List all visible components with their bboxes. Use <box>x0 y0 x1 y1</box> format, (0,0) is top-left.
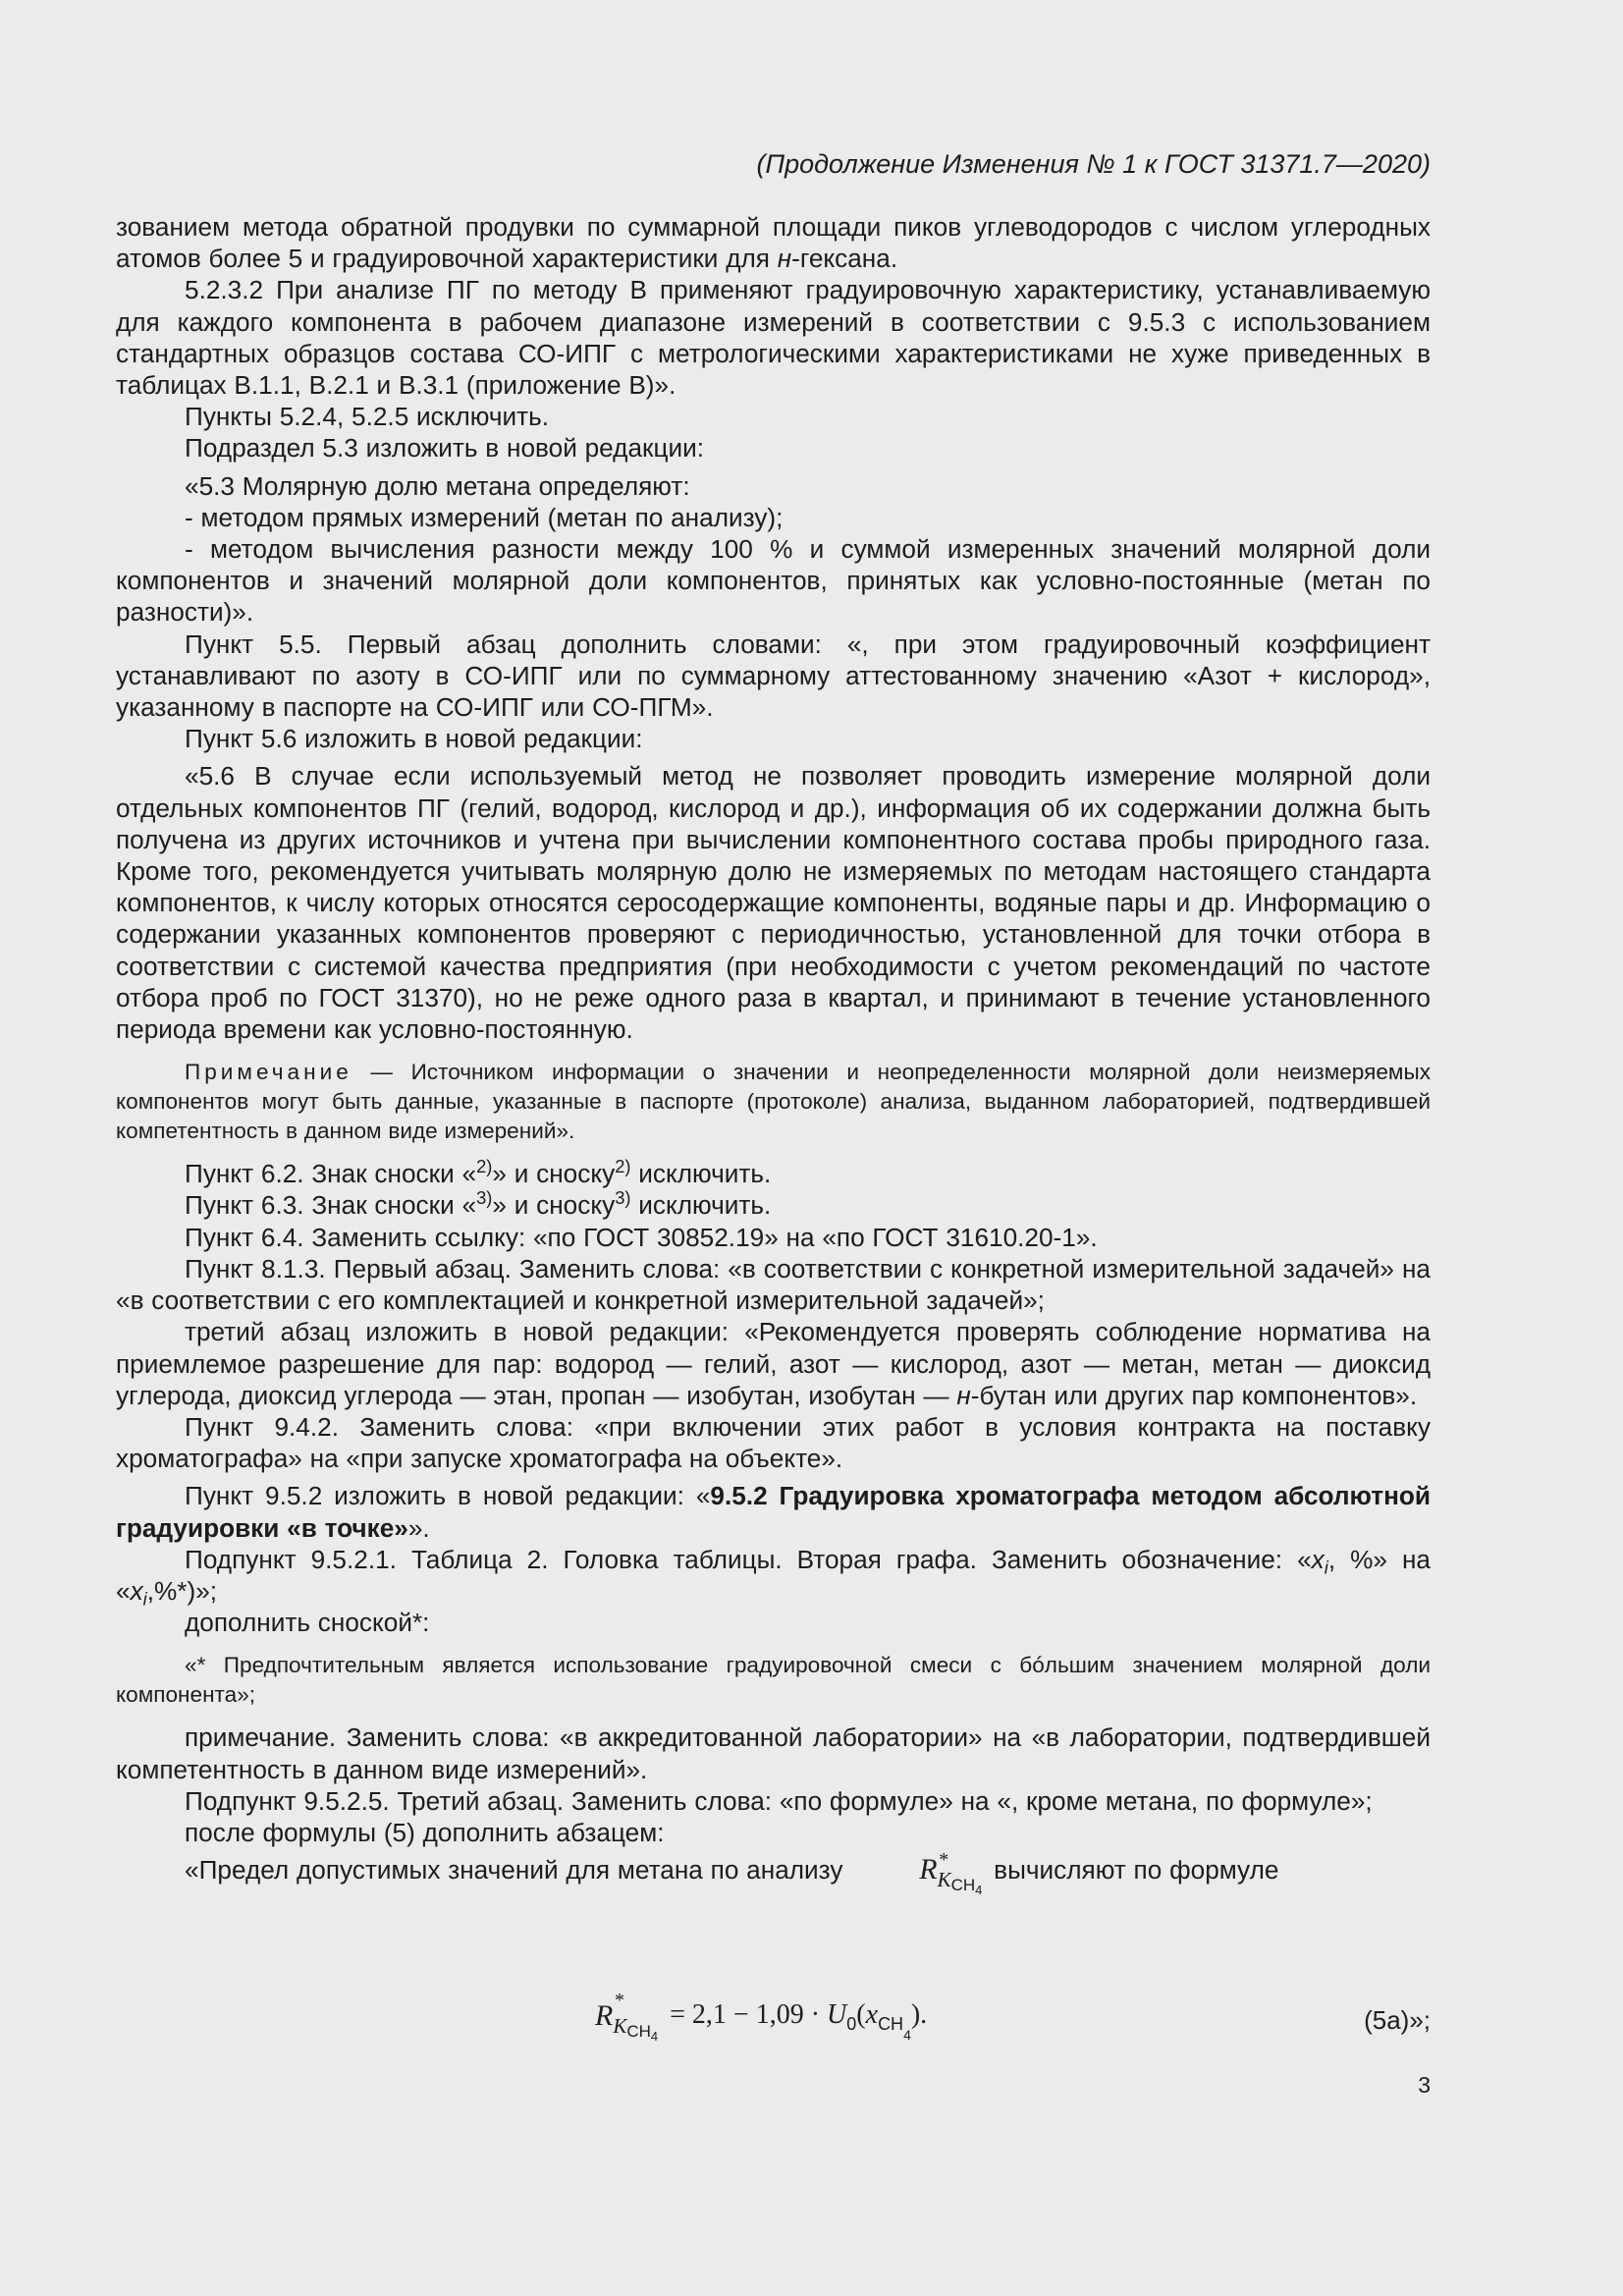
paragraph: 5.2.3.2 При анализе ПГ по методу В применяют градуировочную характеристику, устанавливаемую для каждого компонента в рабочем диапазоне измерений в соответствии с 9.5.3 с использованием стандартных образцов состава СО-ИПГ с метрологическими характеристиками не хуже приведенных в таблицах В.1.1, В.2.1 и В.3.1 (приложение В)». <box>116 275 1431 401</box>
paragraph: Пункт 6.4. Заменить ссылку: «по ГОСТ 30852.19» на «по ГОСТ 31610.20-1». <box>185 1222 1098 1252</box>
formula-star: * <box>615 1989 624 2011</box>
paragraph: дополнить сноской*: <box>185 1608 430 1638</box>
paragraph: Пункт 5.5. Первый абзац дополнить словами: «, при этом градуировочный коэффициент устанавливают по азоту в СО-ИПГ или по суммарному аттестованному значению «Азот + кислород», указанному в паспорте на СО-ИПГ или СО-ПГМ». <box>116 629 1431 723</box>
note-paragraph: Примечание — Источником информации о значении и неопределенности молярной доли неизмеряемых компонентов могут быть данные, указанные в паспорте (протоколе) анализа, выданном лабораторией, подтвердившей компетентность в данном виде измерений». <box>116 1060 1431 1144</box>
paragraph: «Предел допустимых значений для метана по анализу R * $_{KCH_4}$ вычисляют по формуле <box>116 1854 1431 1906</box>
running-header: (Продолжение Изменения № 1 к ГОСТ 31371.7—2020) <box>756 149 1431 179</box>
paragraph: Подпункт 9.5.2.5. Третий абзац. Заменить слова: «по формуле» на «, кроме метана, по формуле»; <box>185 1785 1373 1816</box>
formula-sub-k: K <box>613 2013 627 2038</box>
paragraph: примечание. Заменить слова: «в аккредитованной лаборатории» на «в лаборатории, подтвердившей компетентность в данном виде измерений». <box>116 1722 1431 1784</box>
paragraph: - методом вычисления разности между 100 % и суммой измеренных значений молярной доли компонентов и значений молярной доли компонентов, принятых как условно-постоянные (метан по разности)». <box>116 534 1431 628</box>
paragraph: Пункт 8.1.3. Первый абзац. Заменить слова: «в соответствии с конкретной измерительной задачей» на «в соответствии с его комплектацией и конкретной измерительной задачей»; <box>116 1253 1431 1316</box>
paragraph: после формулы (5) дополнить абзацем: <box>185 1817 665 1847</box>
paragraph: Пункт 6.2. Знак сноски «$^{2)}$» и сноску$^{2)}$ исключить. <box>185 1156 772 1189</box>
paragraph: Пункт 9.5.2 изложить в новой редакции: «9.5.2 Градуировка хроматографа методом абсолютной градуировки «в точке»». <box>116 1481 1431 1543</box>
inline-symbol-r: R * $_{KCH_4}$ <box>919 1849 983 1898</box>
paragraph: Подпункт 9.5.2.1. Таблица 2. Головка таблицы. Вторая графа. Заменить обозначение: «$x_i$, %» на «$x_i,\%*$)»; <box>116 1544 1431 1610</box>
paragraph: Подраздел 5.3 изложить в новой редакции: <box>185 433 704 464</box>
paragraph: «5.6 В случае если используемый метод не позволяет проводить измерение молярной доли отдельных компонентов ПГ (гелий, водород, кислород и др.), информация об их содержании должна быть получена из других источников и учтена при вычислении компонентного состава пробы природного газа. Кроме того, рекомендуется учитывать молярную долю не измеряемых по методам настоящего стандарта компонентов, к числу которых относятся серосодержащие компоненты, водяные пары и др. Информацию о содержании указанных компонентов проверяют с периодичностью, установленной для точки отбора в соответствии с системой качества предприятия (при необходимости с учетом рекомендаций по частоте отбора проб по ГОСТ 31370), но не реже одного раза в квартал, и принимают в течение установленного периода времени как условно-постоянную. <box>116 761 1431 1045</box>
paragraph: Пункт 5.6 изложить в новой редакции: <box>185 724 643 754</box>
formula-rhs: = $2,1 - 1,09 \cdot U_0(x_{CH_4})$. <box>670 1999 928 2043</box>
formula-5a <box>595 1989 928 2049</box>
paragraph: зованием метода обратной продувки по суммарной площади пиков углеводородов с числом углеродных атомов более 5 и градуировочной характеристики для н-гексана. <box>116 212 1431 274</box>
formula-r-letter: R <box>595 1998 614 2032</box>
paragraph: «5.3 Молярную долю метана определяют: <box>185 470 690 501</box>
formula-sub-ch4: CH4 <box>626 2021 659 2044</box>
paragraph: Пункт 6.3. Знак сноски «$^{3)}$» и сноску$^{3)}$ исключить. <box>185 1187 772 1221</box>
document-body <box>116 211 1431 1906</box>
paragraph: третий абзац изложить в новой редакции: «Рекомендуется проверять соблюдение норматива на приемлемое разрешение для пар: водород — гелий, азот — кислород, азот — метан, метан — диоксид углерода, диоксид углерода — этан, пропан — изобутан, изобутан — н-бутан или других пар компонентов». <box>116 1317 1431 1410</box>
paragraph: Пункты 5.2.4, 5.2.5 исключить. <box>185 402 550 432</box>
formula-number: (5а)»; <box>1364 2005 1431 2035</box>
paragraph: Пункт 9.4.2. Заменить слова: «при включении этих работ в условия контракта на поставку хроматографа» на «при запуске хроматографа на объекте». <box>116 1411 1431 1474</box>
paragraph: - методом прямых измерений (метан по анализу); <box>185 502 784 532</box>
page-number: 3 <box>1418 2072 1431 2098</box>
formula-symbol-r <box>595 1989 662 2044</box>
note-paragraph: «* Предпочтительным является использование градуировочной смеси с бóльшим значением молярной доли компонента»; <box>116 1653 1431 1708</box>
